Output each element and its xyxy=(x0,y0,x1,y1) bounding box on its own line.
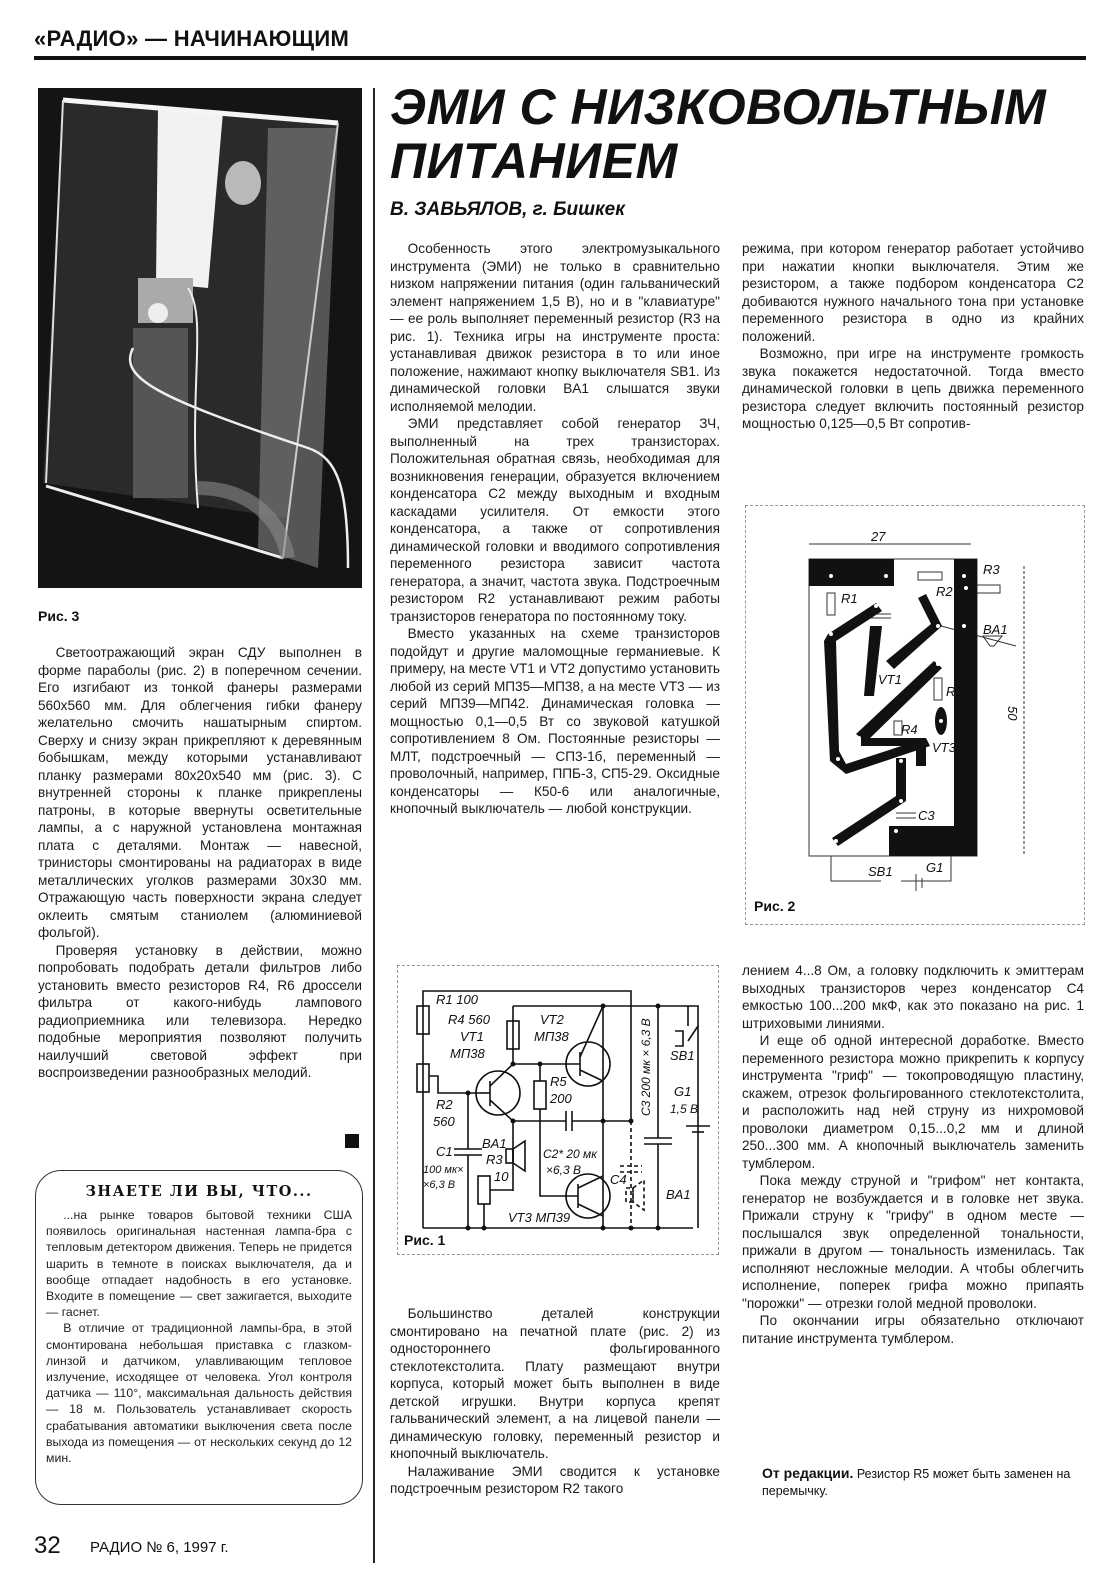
article-author: В. ЗАВЬЯЛОВ, г. Бишкек xyxy=(390,199,625,220)
title-line-1: ЭМИ С НИЗКОВОЛЬТНЫМ xyxy=(390,79,1047,135)
left-paragraph-1: Светоотражающий экран СДУ выполнен в форме параболы (рис. 2) в поперечном сечении. Его изгибают из тонкой фанеры размерами 560x560 мм. Для облегчения гибки фанеру желательно смочить нашатырным спиртом. Сверху и снизу экран прикрепляют к деревянным бобышкам, между которыми устанавливают планку размерами 80x20x540 мм (рис. 3). С внутренней стороны к планке прикреплены патроны, в которые ввернуты осветительные лампы, а с наружной установлена монтажная плата с деталями. Монтаж — навесной, тринисторы смонтированы на радиаторах в виде металлических уголков размерами 30x30 мм. Отражающую часть поверхности экрана следует оклеить смятым станиолем (алюминиевой фольгой). xyxy=(38,645,362,940)
middle-paragraph-2: ЭМИ представляет собой генератор ЗЧ, выполненный на трех транзисторах. Положительная обратная связь, необходимая для возникновения генерации, образуется включением конденсатора С2 между выходным и входным каскадами усилителя. От емкости этого конденсатора, а также от сопротивления динамической головки и вводимого сопротивления переменного резистора зависит частота генератора, а значит, частота звука. Подстроечным резистором R2 устанавливают режим работы транзисторов генератора по постоянному току. xyxy=(390,416,720,624)
svg-text:10: 10 xyxy=(494,1169,509,1184)
column-divider xyxy=(373,88,375,1563)
did-you-know-paragraph-1: ...на рынке товаров бытовой техники США появилось оригинальная настенная лампа-бра с тепловым детектором движения. Теперь не придется шарить в темноте в поисках выключателя, да и вообще отпадает надобность в его установке. Входите в помещение — свет зажигается, выходите — гаснет. xyxy=(46,1208,352,1320)
svg-text:VT1: VT1 xyxy=(878,672,902,687)
svg-text:C2* 20 мк: C2* 20 мк xyxy=(543,1147,597,1161)
right-paragraph-5: Пока между струной и "грифом" нет контакта, генератор не возбуждается и в головке нет звука. Прижали струну к "грифу" в одном месте — послышался звук определенной тональности, прижали в другом — тональность изменилась. Так исполняют несложные мелодии. А чтобы облегчить исполнение, поперек грифа можно припаять "порожки" — отрезки голой медной проволоки. xyxy=(742,1173,1084,1311)
middle-paragraph-4: Большинство деталей конструкции смонтировано на печатной плате (рис. 2) из одностороннего фольгированного стеклотекстолита. Плату размещают внутри корпуса, который может быть выполнен в виде детской игрушки. Внутри корпуса крепят гальванический элемент, а на лицевой панели — динамическую головку, переменный резистор и кнопочный выключатель. xyxy=(390,1306,720,1461)
svg-text:×6,3 В: ×6,3 В xyxy=(546,1163,582,1177)
fig1-caption: Рис. 1 xyxy=(404,1232,446,1248)
svg-text:R3: R3 xyxy=(983,562,1000,577)
svg-text:R5: R5 xyxy=(946,684,963,699)
circuit-schematic-icon xyxy=(398,966,720,1256)
right-paragraph-4: И еще об одной интересной доработке. Вместо переменного резистора можно прикрепить к корпусу инструмента "гриф" — токопроводящую пластину, скажем, отрезок фольгированного стеклотекстолита, и расположить над ней струну из нихромовой проволоки диаметром 0,15...0,2 мм и длиной 250...300 мм. А кнопочный выключатель заменить тумблером. xyxy=(742,1033,1084,1171)
did-you-know-text xyxy=(46,1207,352,1466)
svg-text:200: 200 xyxy=(550,1091,572,1106)
svg-text:VT3: VT3 xyxy=(932,740,956,755)
svg-text:R5: R5 xyxy=(550,1074,567,1089)
svg-text:МП38: МП38 xyxy=(450,1046,485,1061)
magazine-issue: РАДИО № 6, 1997 г. xyxy=(90,1539,229,1556)
page-number: 32 xyxy=(34,1532,61,1559)
right-paragraph-2: Возможно, при игре на инструменте громкость звука покажется недостаточной. Тогда вместо динамической головки в цепь движка переменного резистора следует включить постоянный резистор мощностью 0,125—0,5 Вт сопротив- xyxy=(742,346,1084,431)
fig1-schematic xyxy=(397,965,719,1255)
right-paragraph-6: По окончании игры обязательно отключают питание инструмента тумблером. xyxy=(742,1313,1084,1346)
fig2-caption: Рис. 2 xyxy=(754,898,796,914)
right-paragraph-3: лением 4...8 Ом, а головку подключить к эмиттерам выходных транзисторов через конденсатор С4 емкостью 100...200 мкФ, как это показано на рис. 1 штриховыми линиями. xyxy=(742,963,1084,1031)
svg-text:BA1: BA1 xyxy=(482,1136,507,1151)
left-column xyxy=(38,644,362,1082)
svg-text:27: 27 xyxy=(871,529,886,544)
svg-text:C1: C1 xyxy=(436,1144,453,1159)
svg-text:VT3 МП39: VT3 МП39 xyxy=(508,1210,571,1225)
middle-paragraph-3: Вместо указанных на схеме транзисторов подойдут и другие маломощные германиевые. К примеру, на месте VT1 и VT2 допустимо установить любой из серий МП35—МП38, а на месте VT3 — из серий МП39—МП42. Динамическая головка — мощностью 0,1—0,5 Вт со звуковой катушкой сопротивлением 8 Ом. Постоянные резисторы — МЛТ, подстроечный — СП3-1б, переменный — проволочный, например, ППБ-3, СП5-29. Оксидные конденсаторы — К50-6 или аналогичные, кнопочный выключатель — любой конструкции. xyxy=(390,626,720,816)
svg-text:C3: C3 xyxy=(918,808,935,823)
svg-text:R2: R2 xyxy=(436,1097,453,1112)
right-paragraph-1: режима, при котором генератор работает устойчиво при нажатии кнопки выключателя. Этим же резистором, а также подбором конденсатора С2 добиваются нужного начального тона при установке переменного резистора в одно из крайних положений. xyxy=(742,241,1084,344)
title-line-2: ПИТАНИЕМ xyxy=(390,133,678,189)
svg-text:50: 50 xyxy=(1005,706,1020,721)
svg-text:R1 100: R1 100 xyxy=(436,992,478,1007)
svg-text:560: 560 xyxy=(433,1114,455,1129)
svg-text:×6,3 В: ×6,3 В xyxy=(423,1179,456,1191)
svg-text:C4: C4 xyxy=(610,1172,627,1187)
middle-column-bottom xyxy=(390,1305,720,1498)
svg-text:SB1: SB1 xyxy=(868,864,893,879)
svg-text:BA1: BA1 xyxy=(666,1187,691,1202)
end-of-article-mark xyxy=(345,1134,359,1148)
editor-note-text: Резистор R5 может быть заменен на перемычку. xyxy=(762,1467,1071,1498)
middle-paragraph-1: Особенность этого электромузыкального инструмента (ЭМИ) не только в сравнительно низком напряжении питания (один гальванический элемент напряжением 1,5 В), но и в "клавиатуре" — ее роль выполняет переменный резистор (R3 на рис. 1). Техника игры на инструменте проста: устанавливая движок резистора в то или иное положение, нажимают кнопку выключателя SB1. Из динамической головки BA1 слышатся звуки исполняемой мелодии. xyxy=(390,241,720,414)
svg-text:1,5 В: 1,5 В xyxy=(670,1102,699,1116)
did-you-know-box xyxy=(35,1170,363,1505)
svg-text:R2: R2 xyxy=(936,584,953,599)
right-column-bottom xyxy=(742,962,1084,1347)
section-rubric: «РАДИО» — НАЧИНАЮЩИМ xyxy=(34,26,350,51)
svg-text:R1: R1 xyxy=(841,591,858,606)
svg-text:G1: G1 xyxy=(674,1084,692,1099)
svg-text:R4 560: R4 560 xyxy=(448,1012,490,1027)
svg-text:G1: G1 xyxy=(926,860,944,875)
editor-note xyxy=(762,1465,1084,1500)
middle-paragraph-5: Налаживание ЭМИ сводится к установке подстроечным резистором R2 такого xyxy=(390,1463,720,1496)
pcb-layout-icon xyxy=(746,506,1086,926)
header-rule xyxy=(34,56,1086,60)
fig3-caption: Рис. 3 xyxy=(38,608,80,624)
svg-text:VT2: VT2 xyxy=(540,1012,564,1027)
svg-text:R4: R4 xyxy=(901,722,918,737)
photo-fig3 xyxy=(38,88,362,588)
left-paragraph-2: Проверяя установку в действии, можно попробовать подобрать детали фильтров либо установить вместо резисторов R4, R6 дроссели фильтра от какого-нибудь лампового радиоприемника или телевизора. Нередко подобные мероприятия позволяют получить наилучший световой эффект при воспроизведении разнообразных мелодий. xyxy=(38,942,362,1080)
light-screen-photo-icon xyxy=(38,88,362,588)
svg-text:C3 200 мк × 6,3 В: C3 200 мк × 6,3 В xyxy=(639,1018,653,1116)
svg-text:МП38: МП38 xyxy=(534,1029,569,1044)
svg-text:BA1: BA1 xyxy=(983,622,1008,637)
did-you-know-heading: ЗНАЕТЕ ЛИ ВЫ, ЧТО... xyxy=(85,1183,313,1200)
did-you-know-paragraph-2: В отличие от традиционной лампы-бра, в этой смонтирована небольшая приставка с глазком-линзой и датчиком, улавливающим тепловое излучение, исходящее от человека. Угол контроля датчика — 110°, максимальная дальность действия — 18 м. Пользователь устанавливает скорость срабатывания автоматики выключения света после выхода из помещения — от нескольких секунд до 12 мин. xyxy=(46,1321,352,1466)
svg-text:VT1: VT1 xyxy=(460,1029,484,1044)
right-column-top xyxy=(742,240,1084,433)
editor-note-label: От редакции. xyxy=(762,1465,854,1481)
svg-text:100 мк×: 100 мк× xyxy=(423,1164,464,1176)
middle-column-top xyxy=(390,240,720,818)
svg-text:SB1: SB1 xyxy=(670,1048,695,1063)
article-title xyxy=(390,80,1090,188)
svg-text:R3: R3 xyxy=(486,1152,503,1167)
fig2-pcb-layout xyxy=(745,505,1085,925)
